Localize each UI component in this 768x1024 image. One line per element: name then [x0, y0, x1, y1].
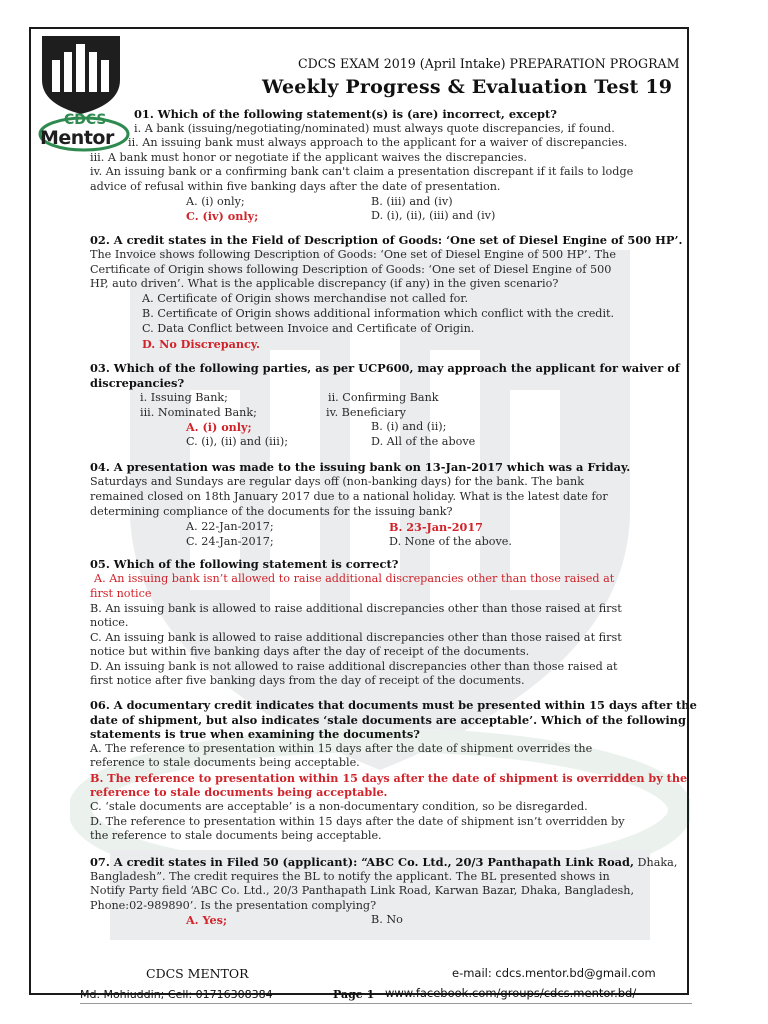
- q1-statement-3: iii. A bank must honor or negotiate if the applicant waives the discrepancies.: [90, 151, 527, 164]
- q6-option-d-1: D. The reference to presentation within 15 days after the date of shipment isn’t overridden by: [90, 815, 625, 828]
- q3-party-2: ii. Confirming Bank: [328, 391, 439, 404]
- mentor-shield-logo: [38, 34, 124, 116]
- q5-option-c-1: C. An issuing bank is allowed to raise additional discrepancies other than those raised at first: [90, 631, 622, 644]
- q3-stem-2: discrepancies?: [90, 376, 185, 390]
- footer-rule: [80, 1003, 692, 1004]
- q4-option-b-answer: B. 23-Jan-2017: [389, 520, 483, 534]
- q3-option-b: B. (i) and (ii);: [371, 420, 447, 433]
- q5-option-c-2: notice but within five banking days after the day of receipt of the documents.: [90, 645, 530, 658]
- q2-line-2: Certificate of Origin shows following Description of Goods: ‘One set of Diesel Engine of 500: [90, 263, 612, 276]
- q7-line-2: Notify Party field ‘ABC Co. Ltd., 20/3 Panthapath Link Road, Karwan Bazar, Dhaka, Bangladesh,: [90, 884, 635, 897]
- q4-line-2: remained closed on 18th January 2017 due to a national holiday. What is the latest date for: [90, 490, 608, 503]
- q1-statement-4a: iv. An issuing bank or a confirming bank can't claim a presentation discrepant if it fails to lodge: [90, 165, 634, 178]
- q1-statement-4b: advice of refusal within five banking days after the date of presentation.: [90, 180, 501, 193]
- footer-brand: CDCS MENTOR: [146, 966, 249, 981]
- q6-stem-2: date of shipment, but also indicates ‘stale documents are acceptable’. Which of the following: [90, 713, 686, 727]
- footer-website-link[interactable]: www.facebook.com/groups/cdcs.mentor.bd/: [385, 986, 637, 1000]
- q7-stem-tail: Dhaka,: [637, 856, 678, 869]
- footer-contact: Md. Mohiuddin; Cell: 01716308384: [80, 988, 273, 1001]
- q5-option-a-answer-1: A. An issuing bank isn’t allowed to raise additional discrepancies other than those raised at: [94, 572, 615, 585]
- q6-option-b-answer-1: B. The reference to presentation within 15 days after the date of shipment is overridden by the: [90, 771, 688, 785]
- q4-line-1: Saturdays and Sundays are regular days off (non-banking days) for the bank. The bank: [90, 475, 584, 488]
- exam-program-heading: CDCS EXAM 2019 (April Intake) PREPARATION PROGRAM: [298, 56, 680, 71]
- page-title: Weekly Progress & Evaluation Test 19: [262, 76, 673, 98]
- q4-stem: 04. A presentation was made to the issuing bank on 13-Jan-2017 which was a Friday.: [90, 460, 631, 474]
- q2-stem: 02. A credit states in the Field of Description of Goods: ‘One set of Diesel Engine of 500 HP’.: [90, 233, 683, 247]
- q5-option-b-2: notice.: [90, 616, 129, 629]
- q6-option-d-2: the reference to stale documents being acceptable.: [90, 829, 382, 842]
- q2-option-d-answer: D. No Discrepancy.: [142, 337, 260, 351]
- q5-stem: 05. Which of the following statement is correct?: [90, 557, 399, 571]
- q5-option-b-1: B. An issuing bank is allowed to raise additional discrepancies other than those raised at first: [90, 602, 622, 615]
- q2-option-b: B. Certificate of Origin shows additional information which conflict with the credit.: [142, 307, 615, 320]
- q4-line-3: determining compliance of the documents for the issuing bank?: [90, 505, 453, 518]
- q1-option-d: D. (i), (ii), (iii) and (iv): [371, 209, 496, 222]
- q5-option-a-answer-2: first notice: [90, 587, 152, 600]
- q2-option-a: A. Certificate of Origin shows merchandise not called for.: [142, 292, 469, 305]
- q3-option-c: C. (i), (ii) and (iii);: [186, 435, 288, 448]
- q2-line-1: The Invoice shows following Description of Goods: ‘One set of Diesel Engine of 500 HP’. The: [90, 248, 616, 261]
- q2-line-3: HP, auto driven’. What is the applicable discrepancy (if any) in the given scenario?: [90, 277, 559, 290]
- q6-option-a-1: A. The reference to presentation within 15 days after the date of shipment overrides the: [90, 742, 593, 755]
- q6-option-a-2: reference to stale documents being acceptable.: [90, 756, 360, 769]
- q7-line-1: Bangladesh”. The credit requires the BL to notify the applicant. The BL presented shows in: [90, 870, 610, 883]
- q1-statement-1: i. A bank (issuing/negotiating/nominated) must always quote discrepancies, if found.: [134, 122, 615, 135]
- q7-line-3: Phone:02-989890’. Is the presentation complying?: [90, 899, 377, 912]
- footer-email[interactable]: e-mail: cdcs.mentor.bd@gmail.com: [452, 966, 656, 980]
- q1-option-b: B. (iii) and (iv): [371, 195, 453, 208]
- q6-option-b-answer-2: reference to stale documents being acceptable.: [90, 785, 388, 799]
- q1-stem: 01. Which of the following statement(s) is (are) incorrect, except?: [134, 107, 557, 121]
- q3-party-1: i. Issuing Bank;: [140, 391, 228, 404]
- q1-option-a: A. (i) only;: [186, 195, 245, 208]
- q6-stem-3: statements is true when examining the documents?: [90, 727, 420, 741]
- logo-text-cdcs: CDCS: [64, 112, 107, 128]
- q7-option-b: B. No: [371, 913, 403, 926]
- q3-option-a-answer: A. (i) only;: [186, 420, 252, 434]
- q6-option-c: C. ‘stale documents are acceptable’ is a non-documentary condition, so be disregarded.: [90, 800, 588, 813]
- q5-option-d-1: D. An issuing bank is not allowed to raise additional discrepancies other than those raised at: [90, 660, 618, 673]
- cdcs-mentor-logo: [38, 112, 130, 152]
- q4-option-d: D. None of the above.: [389, 535, 512, 548]
- logo-text-mentor: Mentor: [40, 127, 114, 149]
- q4-option-c: C. 24-Jan-2017;: [186, 535, 274, 548]
- q3-option-d: D. All of the above: [371, 435, 476, 448]
- q6-stem-1: 06. A documentary credit indicates that documents must be presented within 15 days after the: [90, 698, 697, 712]
- q4-option-a: A. 22-Jan-2017;: [186, 520, 274, 533]
- q7-stem: 07. A credit states in Filed 50 (applicant): “ABC Co. Ltd., 20/3 Panthapath Link Road,: [90, 855, 634, 869]
- q5-option-d-2: first notice after five banking days from the day of receipt of the documents.: [90, 674, 525, 687]
- q1-option-c-answer: C. (iv) only;: [186, 209, 259, 223]
- q7-stem-row: [90, 855, 677, 870]
- q2-option-c: C. Data Conflict between Invoice and Certificate of Origin.: [142, 322, 475, 335]
- q3-party-4: iv. Beneficiary: [326, 406, 406, 419]
- q1-statement-2: ii. An issuing bank must always approach to the applicant for a waiver of discrepancies.: [128, 136, 628, 149]
- q3-stem-1: 03. Which of the following parties, as per UCP600, may approach the applicant for waiver of: [90, 361, 680, 375]
- footer-page-number: Page 1: [333, 988, 375, 1001]
- q7-option-a-answer: A. Yes;: [186, 913, 228, 927]
- q3-party-3: iii. Nominated Bank;: [140, 406, 257, 419]
